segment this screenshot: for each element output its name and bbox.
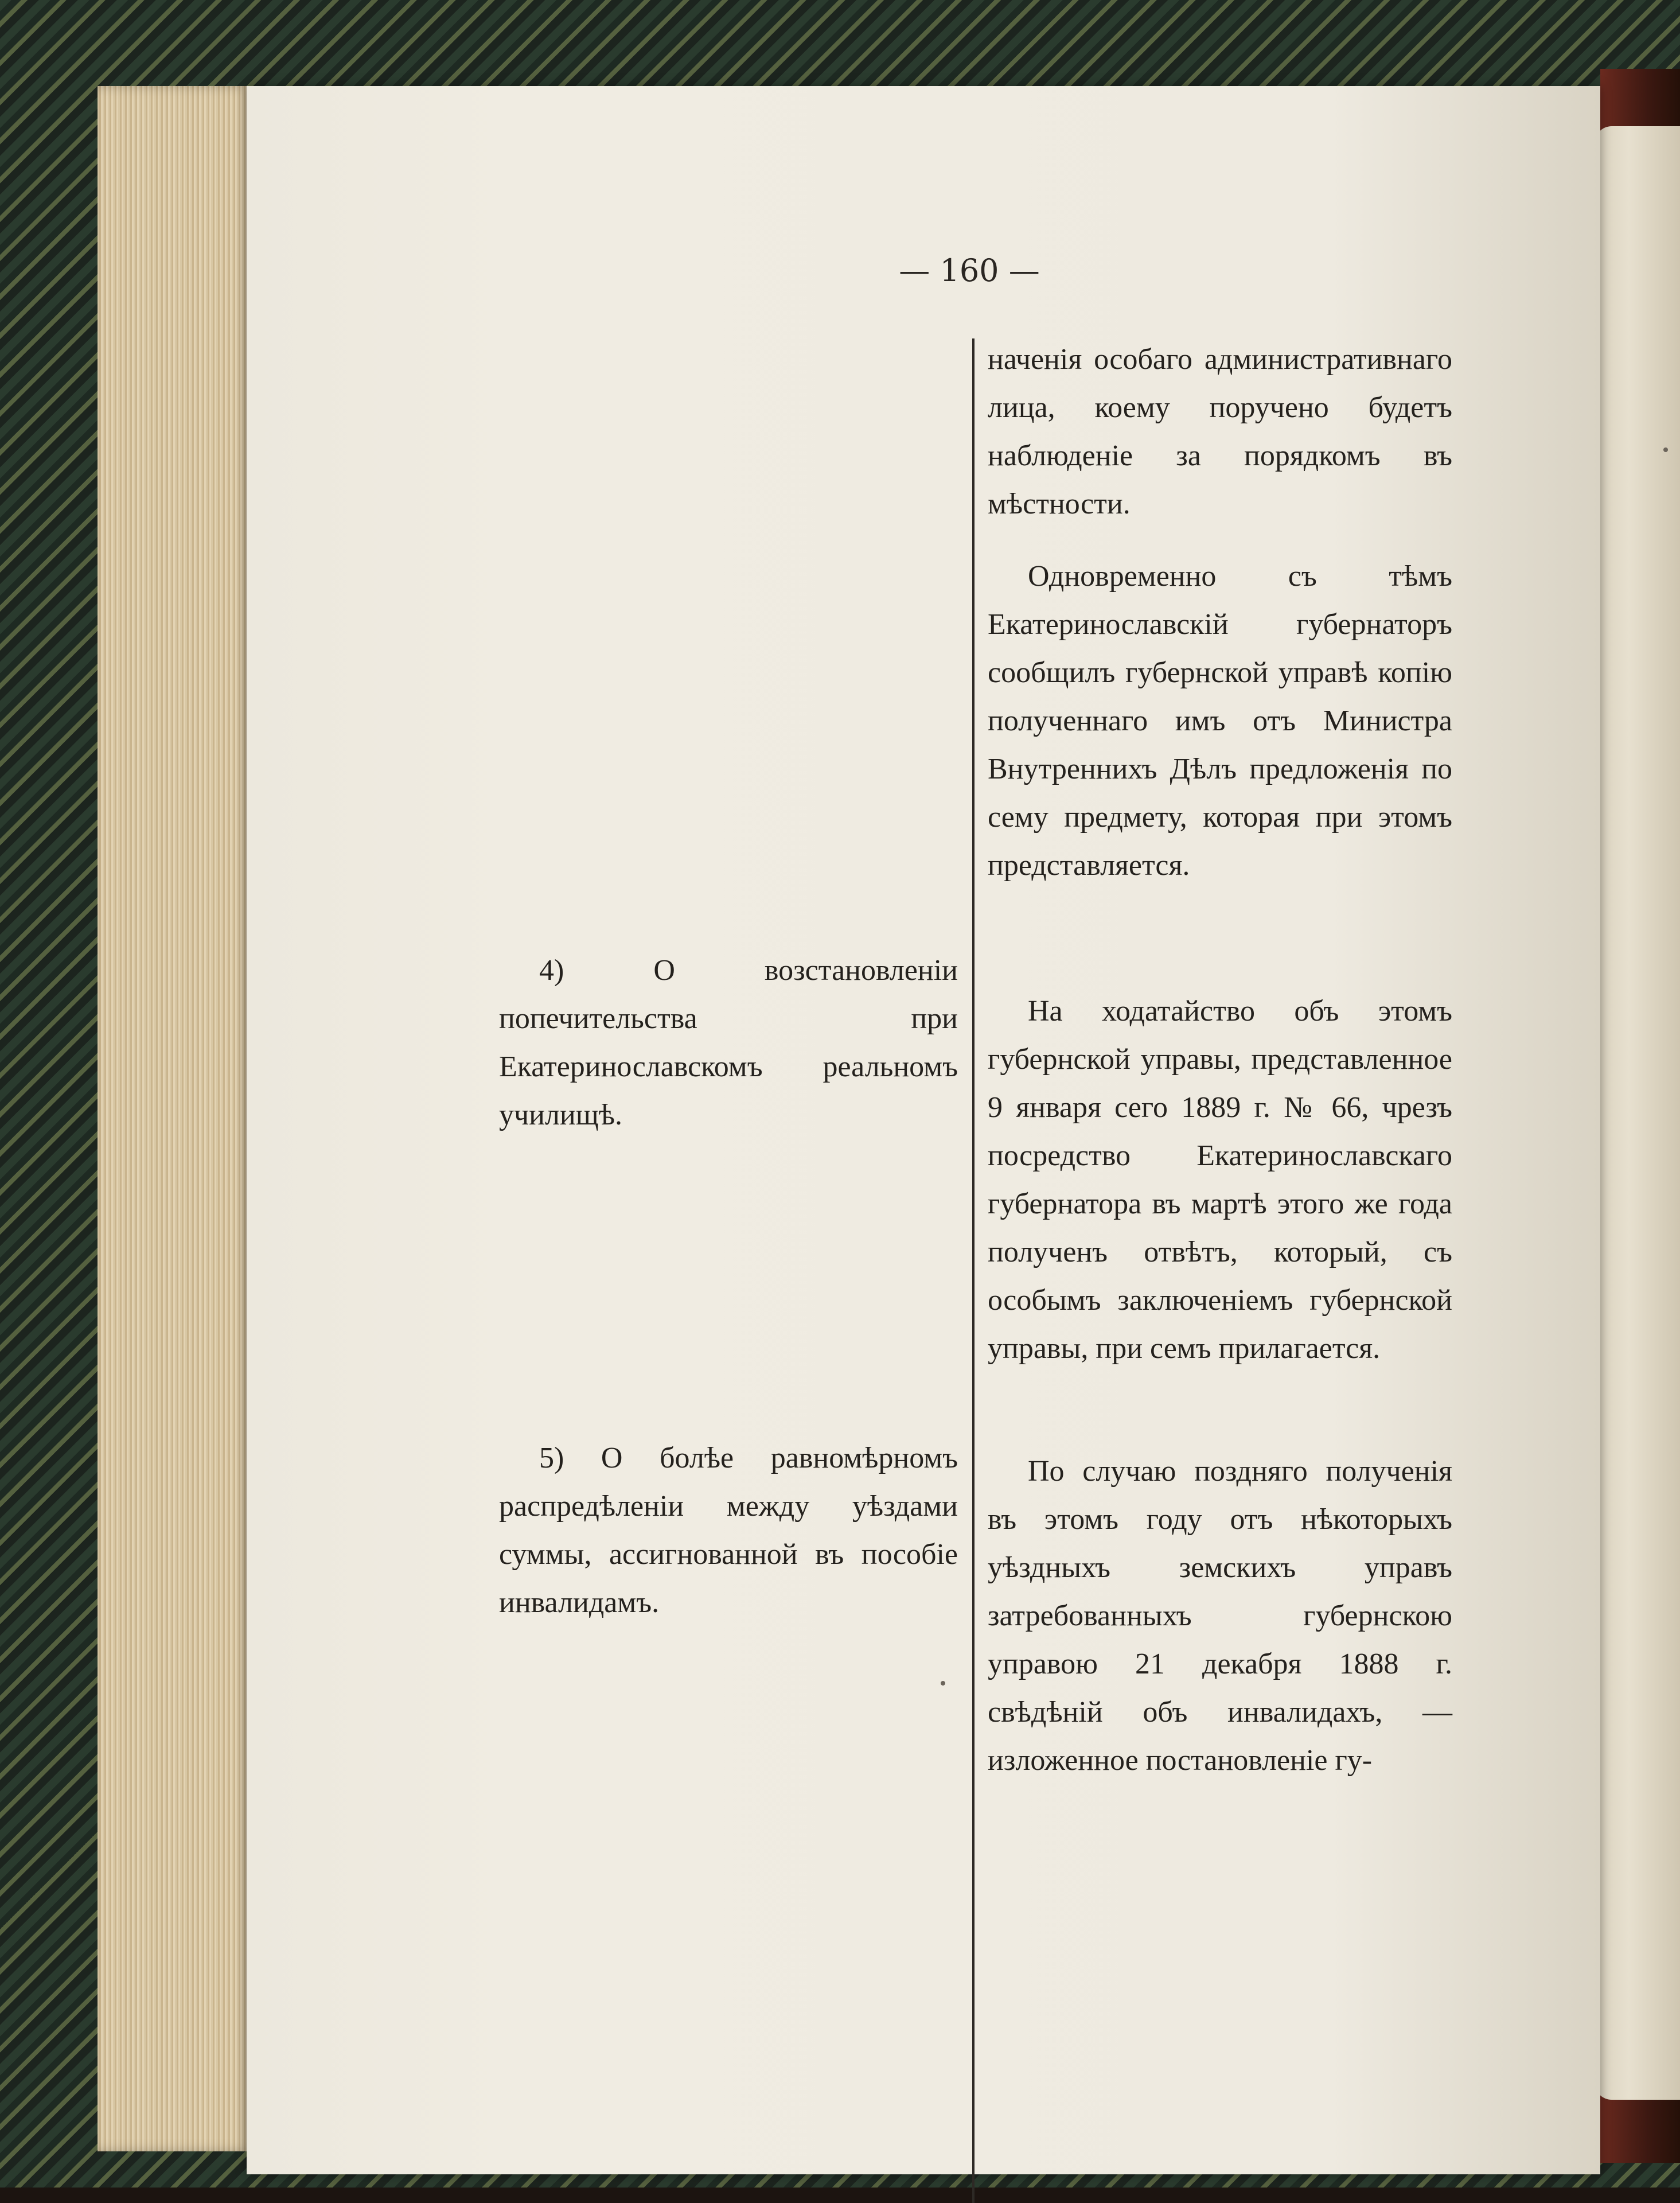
ink-speck: [941, 1681, 945, 1686]
main-text-column: [988, 336, 1452, 1785]
page-number: — 160 —: [899, 252, 1040, 289]
next-page-edge: [1595, 126, 1680, 2100]
paragraph: Одновременно съ тѣмъ Екатеринославскій губернаторъ сообщилъ губернской управѣ копію полученнаго имъ отъ Министра Внутреннихъ Дѣлъ предложенія по сему предмету, которая при этомъ представляется.: [988, 560, 1452, 882]
column-divider: [972, 338, 975, 2203]
page-stack-edge: [98, 86, 252, 2151]
paragraph: По случаю поздняго полученія въ этомъ году отъ нѣкоторыхъ уѣздныхъ земскихъ управъ затребованныхъ губернскою управою 21 декабря 1888 г. свѣдѣній объ инвалидахъ, — изложенное постановленіе гу-: [988, 1455, 1452, 1777]
paragraph: наченія особаго административнаго лица, коему поручено будетъ наблюденіе за порядкомъ въ мѣстности.: [988, 343, 1452, 520]
margin-note-4: 4) О возстановленіи попечительства при Екатеринославскомъ реальномъ училищѣ.: [499, 954, 958, 1131]
ink-speck: [1663, 447, 1668, 452]
paragraph: На ходатайство объ этомъ губернской управы, представленное 9 января сего 1889 г. № 66, чрезъ посредство Екатеринославскаго губернатора въ мартѣ этого же года полученъ отвѣтъ, который, съ особымъ заключеніемъ губернской управы, при семъ прилагается.: [988, 995, 1452, 1365]
margin-note-5: 5) О болѣе равномѣрномъ распредѣленіи между уѣздами суммы, ассигнованной въ пособіе инвалидамъ.: [499, 1442, 958, 1619]
